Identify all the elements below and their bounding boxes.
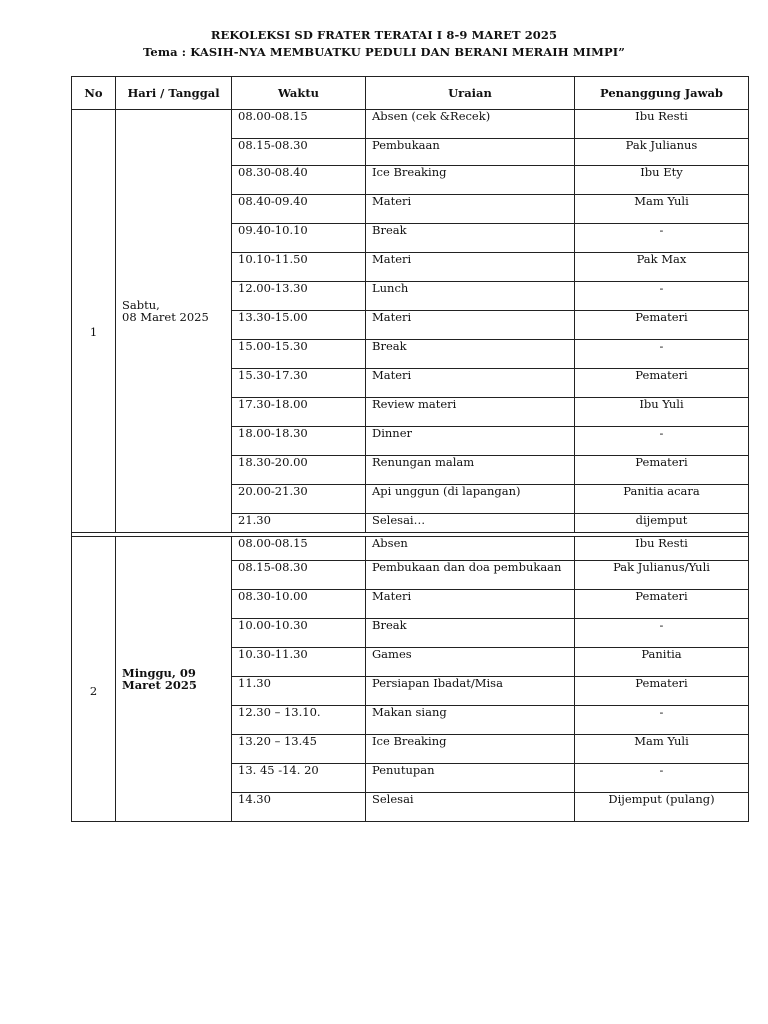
time-cell: 08.40-09.40 [232,195,366,224]
description-cell: Materi [366,311,575,340]
time-cell: 20.00-21.30 [232,485,366,514]
time-cell: 11.30 [232,677,366,706]
person-in-charge-cell: dijemput [575,514,749,533]
header-person-in-charge: Penanggung Jawab [575,77,749,110]
person-in-charge-cell: - [575,340,749,369]
time-cell: 10.30-11.30 [232,648,366,677]
description-cell: Lunch [366,282,575,311]
description-cell: Break [366,619,575,648]
person-in-charge-cell: - [575,706,749,735]
person-in-charge-cell: Ibu Resti [575,110,749,139]
person-in-charge-cell: Ibu Resti [575,537,749,561]
description-cell: Materi [366,590,575,619]
description-cell: Pembukaan dan doa pembukaan [366,561,575,590]
table-row [72,537,749,561]
person-in-charge-cell: Ibu Ety [575,166,749,195]
description-cell: Materi [366,253,575,282]
person-in-charge-cell: Pak Julianus [575,139,749,166]
person-in-charge-cell: - [575,764,749,793]
header-time: Waktu [232,77,366,110]
time-cell: 10.10-11.50 [232,253,366,282]
description-cell: Penutupan [366,764,575,793]
time-cell: 08.00-08.15 [232,110,366,139]
description-cell: Absen [366,537,575,561]
person-in-charge-cell: Pemateri [575,311,749,340]
time-cell: 08.15-08.30 [232,139,366,166]
person-in-charge-cell: Pemateri [575,590,749,619]
person-in-charge-cell: Ibu Yuli [575,398,749,427]
person-in-charge-cell: Pemateri [575,677,749,706]
schedule-table [71,76,749,822]
table-header-row [72,77,749,110]
description-cell: Ice Breaking [366,735,575,764]
person-in-charge-cell: Panitia [575,648,749,677]
time-cell: 10.00-10.30 [232,619,366,648]
time-cell: 12.30 – 13.10. [232,706,366,735]
person-in-charge-cell: - [575,427,749,456]
time-cell: 13.30-15.00 [232,311,366,340]
description-cell: Selesai… [366,514,575,533]
document-title: REKOLEKSI SD FRATER TERATAI I 8-9 MARET 2025 [210,28,558,42]
time-cell: 12.00-13.30 [232,282,366,311]
time-cell: 08.30-10.00 [232,590,366,619]
time-cell: 13. 45 -14. 20 [232,764,366,793]
person-in-charge-cell: Pak Max [575,253,749,282]
description-cell: Makan siang [366,706,575,735]
time-cell: 08.00-08.15 [232,537,366,561]
table-row [72,110,749,139]
time-cell: 15.30-17.30 [232,369,366,398]
person-in-charge-cell: Panitia acara [575,485,749,514]
person-in-charge-cell: Dijemput (pulang) [575,793,749,822]
row-number: 1 [72,110,116,533]
person-in-charge-cell: Mam Yuli [575,735,749,764]
person-in-charge-cell: Pemateri [575,369,749,398]
description-cell: Pembukaan [366,139,575,166]
person-in-charge-cell: Pak Julianus/Yuli [575,561,749,590]
time-cell: 18.30-20.00 [232,456,366,485]
header-day-date: Hari / Tanggal [116,77,232,110]
day-date: Sabtu, 08 Maret 2025 [116,110,232,533]
time-cell: 17.30-18.00 [232,398,366,427]
description-cell: Api unggun (di lapangan) [366,485,575,514]
description-cell: Absen (cek &Recek) [366,110,575,139]
time-cell: 14.30 [232,793,366,822]
description-cell: Break [366,224,575,253]
description-cell: Ice Breaking [366,166,575,195]
description-cell: Materi [366,369,575,398]
time-cell: 09.40-10.10 [232,224,366,253]
header-no: No [72,77,116,110]
description-cell: Persiapan Ibadat/Misa [366,677,575,706]
description-cell: Review materi [366,398,575,427]
person-in-charge-cell: - [575,282,749,311]
header-description: Uraian [366,77,575,110]
time-cell: 21.30 [232,514,366,533]
description-cell: Materi [366,195,575,224]
person-in-charge-cell: Pemateri [575,456,749,485]
schedule-body [72,110,749,822]
time-cell: 13.20 – 13.45 [232,735,366,764]
person-in-charge-cell: - [575,224,749,253]
time-cell: 18.00-18.30 [232,427,366,456]
time-cell: 08.30-08.40 [232,166,366,195]
person-in-charge-cell: - [575,619,749,648]
description-cell: Selesai [366,793,575,822]
description-cell: Games [366,648,575,677]
day-date: Minggu, 09 Maret 2025 [116,537,232,822]
time-cell: 08.15-08.30 [232,561,366,590]
document-theme: Tema : KASIH-NYA MEMBUATKU PEDULI DAN BERANI MERAIH MIMPI” [143,45,625,59]
description-cell: Dinner [366,427,575,456]
person-in-charge-cell: Mam Yuli [575,195,749,224]
time-cell: 15.00-15.30 [232,340,366,369]
description-cell: Break [366,340,575,369]
description-cell: Renungan malam [366,456,575,485]
row-number: 2 [72,537,116,822]
